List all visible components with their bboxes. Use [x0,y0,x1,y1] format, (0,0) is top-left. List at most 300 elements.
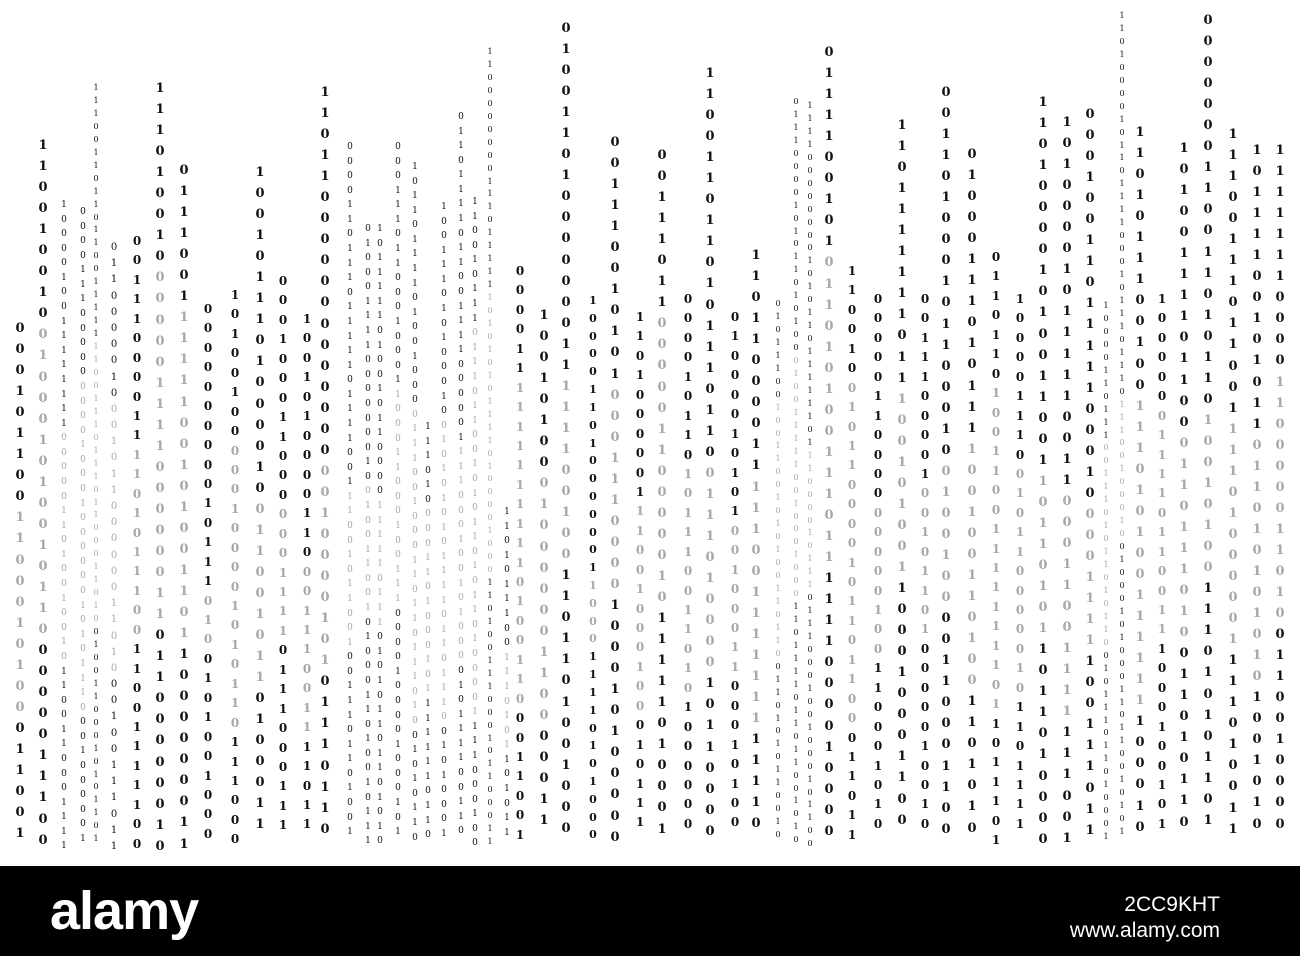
binary-digit: 0 [425,509,431,520]
binary-digit: 1 [132,778,142,793]
binary-digit: 0 [539,749,549,765]
binary-digit: 0 [1157,661,1167,676]
binary-digit: 1 [441,435,447,446]
binary-digit: 0 [1103,456,1109,466]
binary-digit: 1 [487,668,493,678]
binary-digit: 0 [941,169,951,185]
binary-digit: 1 [941,653,951,669]
binary-digit: 0 [807,839,813,849]
binary-digit: 0 [793,304,799,314]
binary-digit: 1 [93,691,99,701]
binary-digit: 1 [1135,672,1145,688]
binary-digit: 0 [941,569,951,585]
binary-digit: 0 [302,428,312,443]
binary-digit: 0 [847,730,857,745]
binary-digit: 0 [487,513,493,523]
binary-digit: 0 [487,111,493,121]
binary-digit: 0 [425,611,431,622]
binary-digit: 0 [155,186,165,202]
binary-digit: 1 [487,578,493,588]
binary-digit: 1 [941,148,951,164]
binary-column [586,292,599,844]
binary-digit: 1 [412,351,418,362]
binary-digit: 1 [255,606,265,622]
binary-digit: 1 [751,711,761,727]
binary-digit: 1 [1085,612,1095,628]
binary-digit: 0 [561,673,571,689]
binary-digit: 0 [941,379,951,395]
binary-digit: 0 [61,622,67,633]
binary-digit: 0 [15,468,25,484]
binary-digit: 1 [93,575,99,585]
binary-digit: 0 [302,564,312,579]
binary-digit: 1 [920,350,930,365]
binary-digit: 1 [1062,830,1072,846]
binary-digit: 1 [824,108,834,124]
binary-digit: 1 [1252,479,1262,495]
binary-digit: 1 [1062,704,1072,720]
binary-digit: 0 [1085,527,1095,543]
binary-digit: 0 [15,720,25,736]
binary-digit: 0 [38,243,48,259]
binary-digit: 0 [61,462,67,473]
binary-digit: 1 [395,739,401,750]
binary-digit: 0 [365,748,371,759]
binary-digit: 0 [920,719,930,734]
binary-digit: 1 [1252,606,1262,622]
binary-digit: 1 [487,228,493,238]
binary-digit: 0 [110,322,118,334]
binary-digit: 0 [487,603,493,613]
binary-digit: 0 [1135,503,1145,519]
binary-digit: 1 [441,304,447,315]
binary-digit: 1 [472,721,478,732]
binary-digit: 1 [920,622,930,637]
binary-digit: 1 [80,688,86,699]
binary-digit: 0 [155,838,165,854]
binary-digit: 0 [657,169,667,185]
binary-digit: 0 [1252,584,1262,600]
binary-digit: 0 [132,370,142,385]
binary-digit: 0 [320,358,330,374]
binary-digit: 1 [991,599,1001,614]
binary-digit: 1 [539,792,549,808]
binary-digit: 1 [1157,603,1167,617]
binary-digit: 1 [395,564,401,575]
binary-digit: 0 [230,443,240,458]
binary-digit: 1 [793,109,799,119]
binary-digit: 0 [347,229,353,240]
binary-digit: 1 [504,711,510,722]
binary-digit: 1 [1252,185,1262,201]
binary-digit: 0 [1275,332,1285,348]
binary-digit: 0 [775,571,781,581]
binary-digit: 0 [15,784,25,800]
binary-digit: 1 [395,375,401,386]
binary-digit: 1 [203,613,213,627]
binary-column [702,63,718,842]
binary-digit: 0 [487,215,493,225]
binary-digit: 0 [320,190,330,206]
binary-digit: 1 [230,326,240,341]
binary-column [513,262,527,845]
binary-digit: 1 [847,808,857,823]
binary-digit: 1 [487,47,493,56]
binary-digit: 0 [458,622,464,633]
binary-digit: 0 [425,669,431,680]
binary-digit: 1 [561,105,571,121]
binary-digit: 1 [132,739,142,754]
binary-digit: 1 [458,301,464,312]
binary-digit: 0 [1085,696,1095,712]
binary-digit: 0 [365,253,371,264]
binary-digit: 0 [1119,166,1125,176]
binary-digit: 0 [1038,242,1048,258]
binary-digit: 1 [515,341,525,356]
binary-digit: 1 [1062,641,1072,657]
binary-digit: 1 [657,737,667,753]
binary-digit: 0 [377,661,383,672]
binary-digit: 1 [15,447,25,463]
binary-digit: 0 [179,163,189,178]
binary-digit: 0 [412,715,418,726]
binary-digit: 0 [561,84,571,100]
binary-digit: 0 [1203,97,1213,113]
binary-digit: 1 [967,694,977,710]
binary-digit: 0 [824,318,834,334]
binary-digit: 0 [775,791,781,801]
binary-digit: 0 [1119,580,1125,590]
binary-digit: 0 [683,564,693,579]
binary-digit: 0 [412,220,418,231]
binary-digit: 0 [730,368,740,383]
binary-digit: 0 [1203,202,1213,218]
binary-digit: 1 [705,213,715,229]
binary-digit: 0 [230,579,240,594]
binary-digit: 1 [751,647,761,663]
binary-digit: 1 [1157,544,1167,559]
binary-digit: 0 [793,537,799,547]
binary-digit: 1 [412,555,418,566]
binary-digit: 1 [751,521,761,537]
binary-digit: 0 [561,294,571,310]
binary-digit: 1 [412,803,418,814]
binary-digit: 0 [873,719,883,734]
binary-digit: 1 [589,561,597,575]
binary-digit: 1 [487,280,493,290]
binary-digit: 0 [967,652,977,668]
binary-digit: 1 [941,316,951,332]
binary-digit: 0 [897,644,907,660]
binary-digit: 0 [472,823,478,834]
binary-digit: 0 [472,663,478,674]
binary-digit: 0 [504,623,510,634]
binary-digit: 1 [1157,428,1167,443]
binary-digit: 1 [561,505,571,521]
binary-digit: 0 [395,710,401,721]
binary-digit: 1 [80,673,86,684]
binary-digit: 1 [472,197,478,207]
binary-digit: 1 [203,768,213,783]
binary-digit: 0 [1228,611,1238,627]
binary-digit: 0 [132,389,142,404]
binary-digit: 1 [515,769,525,784]
binary-digit: 1 [1015,700,1025,715]
binary-digit: 1 [793,317,799,327]
binary-digit: 1 [425,815,431,826]
binary-digit: 0 [730,484,740,499]
binary-digit: 1 [155,670,165,686]
binary-digit: 0 [80,250,86,261]
binary-digit: 1 [515,672,525,687]
binary-digit: 0 [110,355,118,367]
binary-digit: 0 [991,502,1001,517]
binary-digit: 1 [657,653,667,669]
binary-digit: 0 [441,537,447,548]
binary-digit: 0 [472,576,478,587]
binary-digit: 1 [807,113,813,123]
binary-digit: 0 [705,655,715,671]
binary-digit: 0 [365,369,371,380]
binary-digit: 0 [941,590,951,606]
binary-digit: 1 [377,792,383,803]
binary-digit: 1 [1085,233,1095,249]
binary-digit: 0 [472,430,478,441]
binary-digit: 1 [255,712,265,728]
binary-digit: 1 [93,160,99,170]
binary-digit: 0 [472,328,478,339]
binary-digit: 0 [377,457,383,468]
binary-digit: 0 [110,306,118,318]
binary-digit: 1 [302,700,312,715]
binary-digit: 0 [1179,330,1189,346]
binary-digit: 1 [847,458,857,473]
binary-digit: 1 [897,454,907,470]
binary-digit: 0 [657,716,667,732]
binary-digit: 1 [705,87,715,103]
binary-digit: 1 [1119,308,1125,318]
binary-digit: 1 [395,521,401,532]
binary-digit: 1 [897,665,907,681]
binary-digit: 0 [610,661,620,677]
binary-digit: 1 [1015,719,1025,734]
binary-digit: 1 [1252,311,1262,327]
binary-digit: 1 [347,273,353,284]
binary-column [845,262,859,845]
binary-digit: 1 [1038,116,1048,132]
binary-digit: 1 [751,605,761,621]
binary-digit: 0 [365,763,371,774]
binary-digit: 1 [1062,472,1072,488]
binary-digit: 1 [561,378,571,394]
binary-digit: 0 [730,757,740,772]
binary-column [1132,122,1148,838]
binary-digit: 0 [425,465,431,476]
binary-digit: 0 [807,230,813,240]
binary-digit: 0 [38,664,48,680]
binary-digit: 0 [487,448,493,458]
binary-digit: 1 [425,728,431,739]
binary-digit: 0 [539,539,549,555]
binary-digit: 1 [1252,753,1262,769]
binary-digit: 1 [1119,425,1125,435]
binary-digit: 0 [155,354,165,370]
binary-digit: 1 [458,257,464,268]
binary-digit: 0 [824,213,834,229]
binary-digit: 0 [1135,756,1145,772]
binary-digit: 1 [93,419,99,429]
binary-digit: 0 [365,267,371,278]
binary-digit: 0 [93,523,99,533]
binary-digit: 1 [278,565,288,580]
binary-column [989,248,1003,851]
binary-digit: 1 [302,759,312,774]
binary-digit: 1 [847,400,857,415]
binary-digit: 0 [610,766,620,782]
binary-digit: 0 [504,696,510,707]
binary-digit: 0 [61,651,67,662]
binary-digit: 0 [539,350,549,366]
binary-digit: 0 [80,760,86,771]
binary-digit: 0 [705,297,715,313]
binary-digit: 1 [589,650,597,664]
binary-digit: 0 [61,476,67,487]
binary-digit: 1 [1103,585,1109,595]
binary-digit: 0 [504,565,510,576]
binary-digit: 0 [967,525,977,541]
binary-digit: 0 [775,726,781,736]
binary-digit: 1 [561,441,571,457]
binary-digit: 1 [991,541,1001,556]
binary-digit: 0 [561,547,571,563]
binary-digit: 1 [80,658,86,669]
binary-digit: 1 [93,277,99,287]
binary-digit: 1 [487,202,493,212]
binary-digit: 1 [657,695,667,711]
binary-digit: 1 [1103,430,1109,440]
binary-digit: 0 [93,536,99,546]
binary-digit: 0 [873,739,883,754]
binary-digit: 1 [412,774,418,785]
binary-digit: 0 [132,525,142,540]
binary-digit: 0 [255,375,265,391]
binary-digit: 0 [793,524,799,534]
binary-digit: 1 [1252,690,1262,706]
binary-digit: 1 [347,214,353,225]
binary-digit: 1 [110,840,118,852]
binary-digit: 1 [807,373,813,383]
binary-digit: 0 [1119,36,1125,46]
binary-digit: 1 [920,525,930,540]
binary-digit: 1 [589,383,597,397]
binary-digit: 1 [472,255,478,266]
binary-digit: 1 [110,614,118,626]
binary-digit: 1 [635,795,645,810]
binary-digit: 0 [775,299,781,308]
binary-digit: 0 [793,148,799,158]
binary-digit: 0 [539,560,549,576]
binary-digit: 1 [751,332,761,348]
binary-digit: 1 [110,258,118,270]
binary-digit: 0 [897,791,907,807]
binary-digit: 0 [824,171,834,187]
binary-digit: 0 [1275,479,1285,495]
binary-digit: 1 [1157,641,1167,656]
binary-digit: 1 [1135,693,1145,709]
binary-column [130,232,144,854]
binary-digit: 1 [347,827,353,838]
binary-digit: 0 [539,728,549,744]
binary-digit: 1 [793,679,799,689]
binary-digit: 0 [278,390,288,405]
binary-digit: 0 [110,630,118,642]
binary-digit: 1 [1119,179,1125,189]
binary-digit: 1 [458,316,464,327]
binary-digit: 0 [683,777,693,792]
binary-digit: 0 [873,350,883,365]
binary-digit: 1 [515,497,525,512]
binary-digit: 0 [775,506,781,516]
binary-digit: 0 [775,428,781,438]
binary-digit: 0 [472,780,478,791]
binary-digit: 0 [458,374,464,385]
binary-digit: 1 [472,488,478,499]
binary-digit: 0 [807,243,813,253]
binary-digit: 0 [635,446,645,461]
binary-digit: 1 [302,409,312,424]
binary-digit: 1 [1228,653,1238,669]
binary-digit: 0 [38,327,48,343]
binary-digit: 0 [1015,603,1025,617]
binary-digit: 1 [487,837,493,847]
binary-digit: 0 [110,501,118,512]
binary-digit: 1 [347,244,353,255]
binary-digit: 1 [610,450,620,466]
binary-digit: 0 [441,755,447,766]
binary-digit: 0 [873,622,883,637]
binary-digit: 0 [61,433,67,444]
binary-digit: 1 [365,326,371,337]
binary-digit: 1 [1103,495,1109,505]
binary-digit: 0 [610,408,620,424]
binary-digit: 1 [80,498,86,509]
binary-digit: 0 [1228,547,1238,563]
binary-digit: 0 [793,692,799,702]
binary-digit: 1 [347,637,353,648]
binary-digit: 0 [1119,75,1125,85]
binary-digit: 1 [751,626,761,642]
binary-digit: 1 [793,122,799,132]
binary-digit: 1 [807,139,813,149]
binary-digit: 1 [657,274,667,290]
binary-digit: 0 [824,150,834,166]
binary-digit: 0 [395,302,401,313]
binary-digit: 1 [347,200,353,211]
binary-digit: 0 [610,787,620,803]
binary-digit: 0 [610,135,620,150]
binary-digit: 1 [377,705,383,716]
binary-digit: 0 [441,610,447,621]
binary-digit: 0 [1228,358,1238,374]
binary-digit: 1 [920,564,930,579]
binary-digit: 1 [472,342,478,353]
binary-digit: 1 [657,611,667,627]
binary-digit: 1 [395,258,401,269]
binary-digit: 0 [1135,545,1145,561]
binary-digit: 1 [365,777,371,788]
binary-digit: 0 [230,560,240,575]
binary-digit: 0 [230,482,240,497]
